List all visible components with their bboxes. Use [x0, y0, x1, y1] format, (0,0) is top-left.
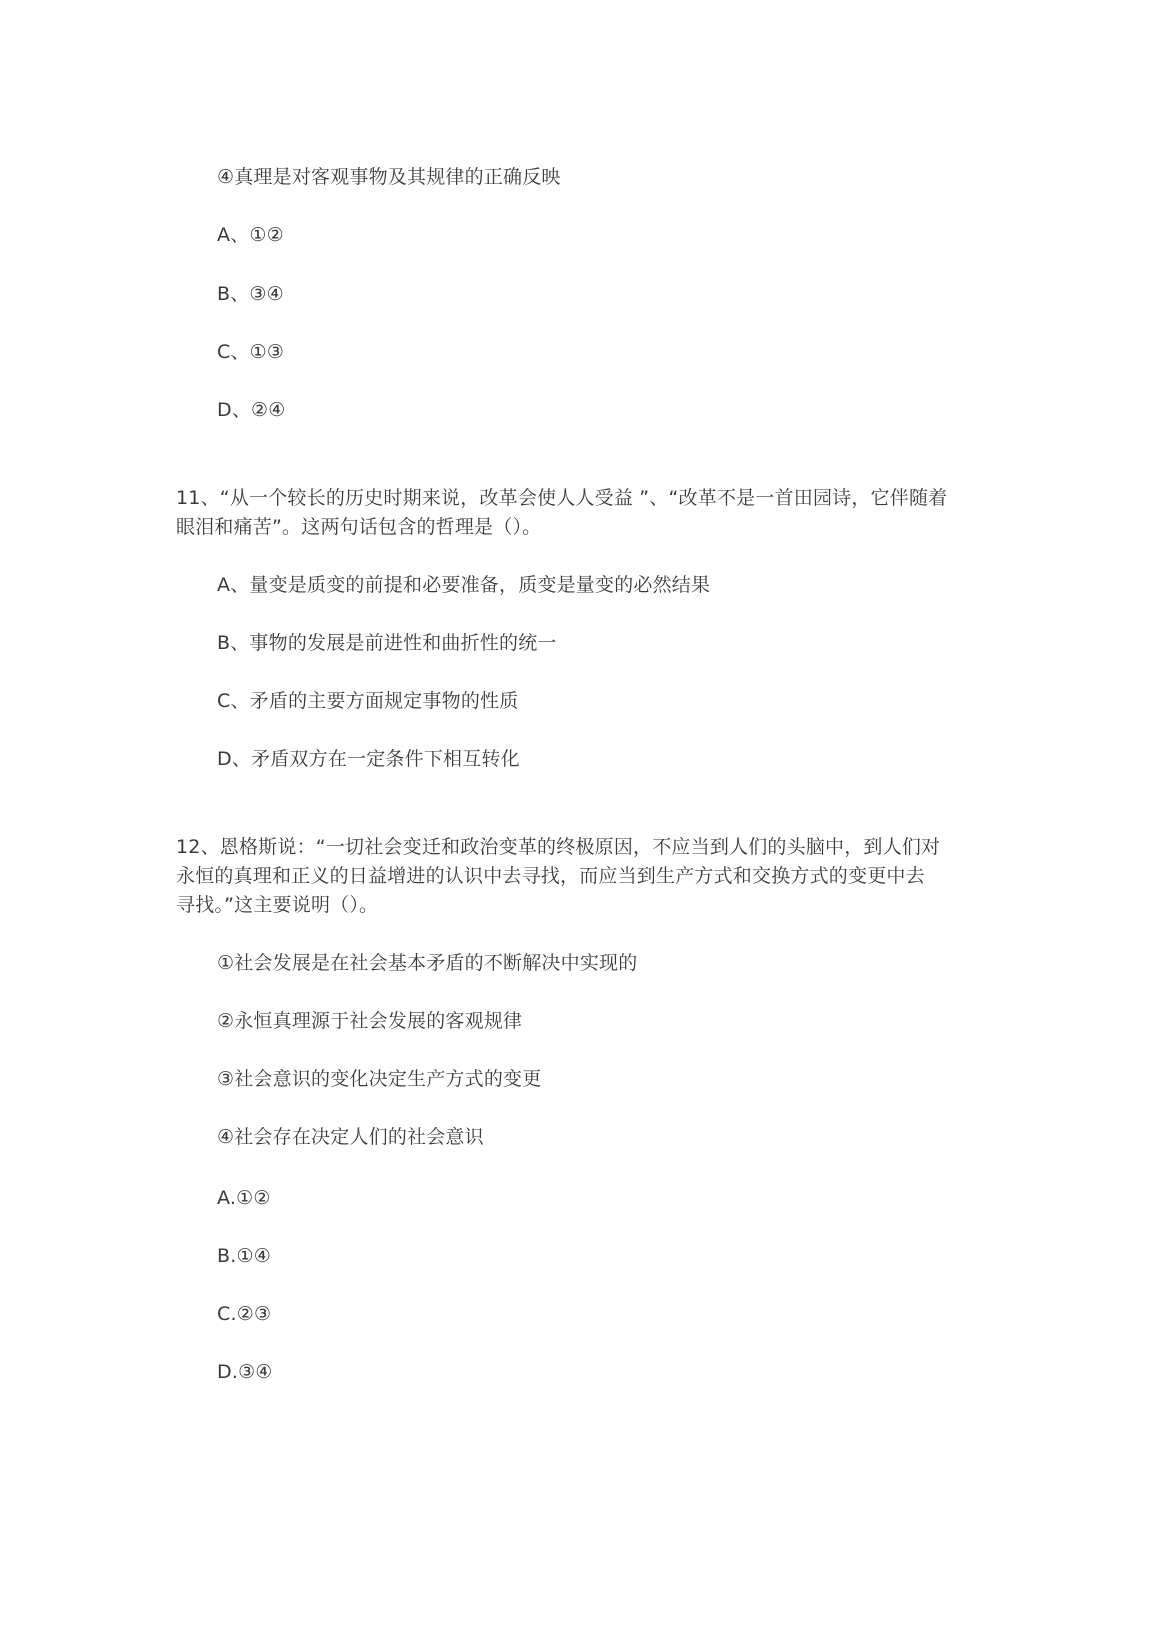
q11-stem-line-1: 11、“从一个较长的历史时期来说，改革会使人人受益 ”、“改革不是一首田园诗，它伴随着: [176, 487, 948, 509]
q12-stem-line-2: 永恒的真理和正义的日益增进的认识中去寻找，而应当到生产方式和交换方式的变更中去: [176, 865, 925, 887]
q12-statement-4: ④社会存在决定人们的社会意识: [217, 1126, 484, 1148]
q11-stem-line-2: 眼泪和痛苦”。这两句话包含的哲理是（）。: [176, 516, 542, 538]
q12-statement-1: ①社会发展是在社会基本矛盾的不断解决中实现的: [217, 952, 638, 974]
q11-option-c: C、矛盾的主要方面规定事物的性质: [217, 690, 519, 712]
q12-statement-3: ③社会意识的变化决定生产方式的变更: [217, 1068, 542, 1090]
q12-option-c: C.②③: [217, 1303, 272, 1325]
q12-option-a: A.①②: [217, 1187, 271, 1209]
q10-option-b: B、③④: [217, 283, 284, 305]
q10-statement-4: ④真理是对客观事物及其规律的正确反映: [217, 166, 561, 188]
q12-stem-line-1: 12、恩格斯说：“一切社会变迁和政治变革的终极原因，不应当到人们的头脑中，到人们对: [176, 836, 941, 858]
q11-option-b: B、事物的发展是前进性和曲折性的统一: [217, 632, 557, 654]
q12-stem-line-3: 寻找。”这主要说明（）。: [176, 894, 379, 916]
q11-option-a: A、量变是质变的前提和必要准备，质变是量变的必然结果: [217, 574, 711, 596]
q10-option-a: A、①②: [217, 224, 284, 246]
q12-option-b: B.①④: [217, 1245, 271, 1267]
q10-option-c: C、①③: [217, 341, 285, 363]
q10-option-d: D、②④: [217, 399, 286, 421]
q12-statement-2: ②永恒真理源于社会发展的客观规律: [217, 1010, 523, 1032]
q12-option-d: D.③④: [217, 1361, 273, 1383]
q11-option-d: D、矛盾双方在一定条件下相互转化: [217, 748, 520, 770]
